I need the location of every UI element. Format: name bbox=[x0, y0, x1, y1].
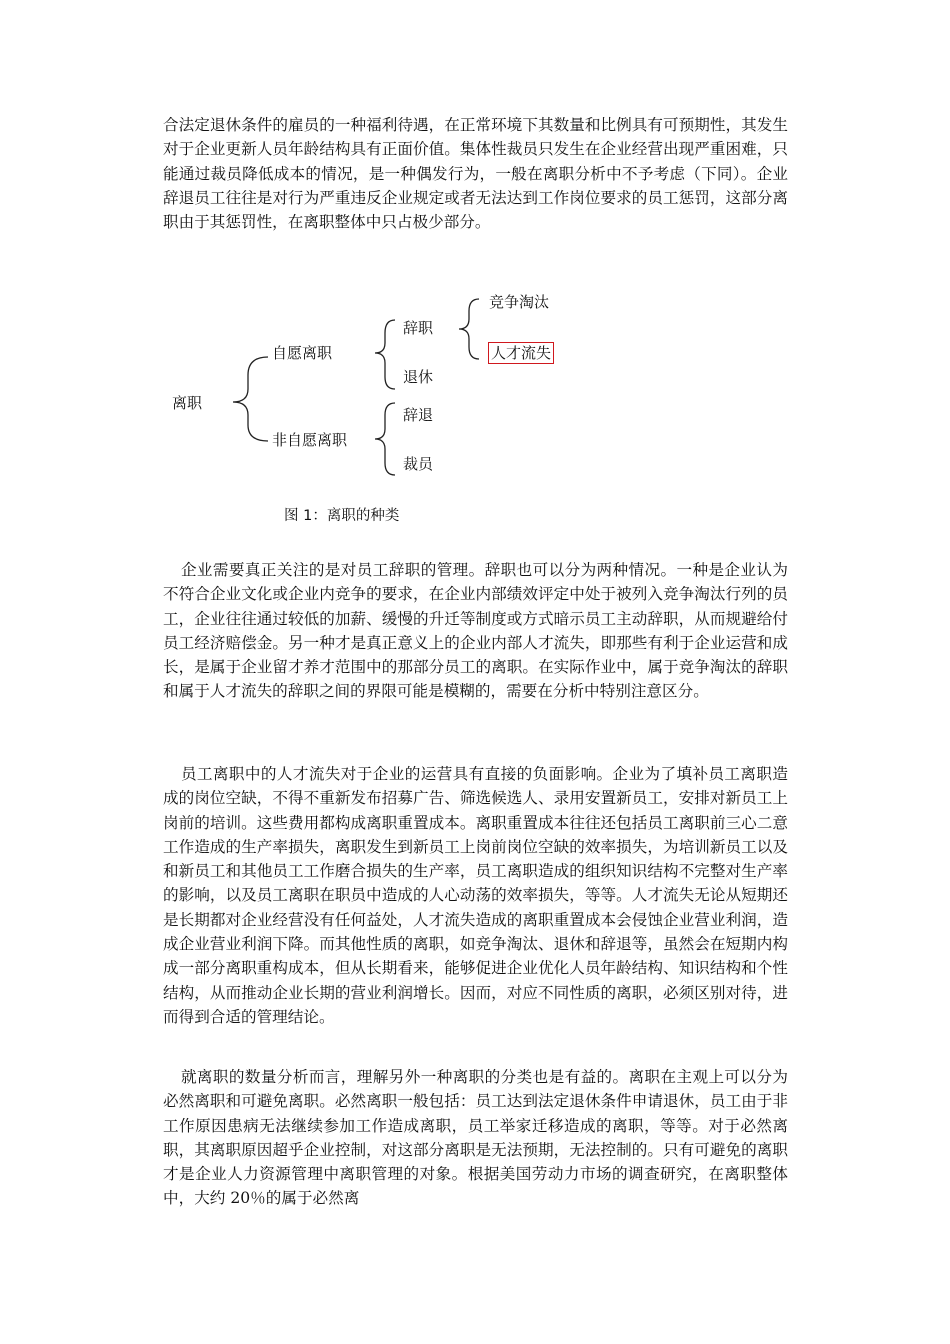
node-voluntary: 自愿离职 bbox=[272, 344, 333, 362]
turnover-classification-diagram bbox=[160, 285, 600, 535]
brace-involuntary bbox=[375, 403, 395, 475]
brace-root bbox=[233, 357, 268, 441]
node-retire: 退休 bbox=[403, 368, 434, 386]
brace-voluntary bbox=[375, 320, 395, 389]
node-turnover: 离职 bbox=[172, 394, 203, 412]
diagram-braces bbox=[160, 285, 600, 535]
paragraph: 就离职的数量分析而言，理解另外一种离职的分类也是有益的。离职在主观上可以分为必然离职和可避免离职。必然离职一般包括：员工达到法定退休条件申请退休，员工由于非工作原因患病无法继续参加工作造成离职，员工举家迁移造成的离职，等等。对于必然离职，其离职原因超乎企业控制，对这部分离职是无法预期，无法控制的。只有可避免的离职才是企业人力资源管理中离职管理的对象。根据美国劳动力市场的调查研究，在离职整体中，大约 20％的属于必然离 bbox=[163, 1068, 788, 1208]
node-involuntary: 非自愿离职 bbox=[272, 431, 348, 449]
brace-resign bbox=[459, 299, 479, 359]
node-resign: 辞职 bbox=[403, 319, 434, 337]
paragraph: 员工离职中的人才流失对于企业的运营具有直接的负面影响。企业为了填补员工离职造成的岗位空缺，不得不重新发布招募广告、筛选候选人、录用安置新员工，安排对新员工上岗前的培训。这些费用都构成离职重置成本。离职重置成本往往还包括员工离职前三心二意工作造成的生产率损失，离职发生到新员工上岗前岗位空缺的效率损失，为培训新员工以及和新员工和其他员工工作磨合损失的生产率，员工离职造成的组织知识结构不完整对生产率的影响，以及员工离职在职员中造成的人心动荡的效率损失，等等。人才流失无论从短期还是长期都对企业经营没有任何益处，人才流失造成的离职重置成本会侵蚀企业营业利润，造成企业营业利润下降。而其他性质的离职，如竞争淘汰、退休和辞退等，虽然会在短期内构成一部分离职重构成本，但从长期看来，能够促进企业优化人员年龄结构、知识结构和个性结构，从而推动企业长期的营业利润增长。因而，对应不同性质的离职，必须区别对待，进而得到合适的管理结论。 bbox=[163, 765, 788, 1026]
node-competition: 竞争淘汰 bbox=[489, 293, 550, 311]
figure-caption: 图 1：离职的种类 bbox=[284, 508, 400, 524]
node-dismiss: 辞退 bbox=[403, 406, 434, 424]
paragraph: 企业需要真正关注的是对员工辞职的管理。辞职也可以分为两种情况。一种是企业认为不符合企业文化或企业内竞争的要求，在企业内部绩效评定中处于被列入竞争淘汰行列的员工，企业往往通过较低的加薪、缓慢的升迁等制度或方式暗示员工主动辞职，从而规避给付员工经济赔偿金。另一种才是真正意义上的企业内部人才流失，即那些有利于企业运营和成长，是属于企业留才养才范围中的那部分员工的离职。在实际作业中，属于竞争淘汰的辞职和属于人才流失的辞职之间的界限可能是模糊的，需要在分析中特别注意区分。 bbox=[163, 561, 788, 701]
node-talent-loss: 人才流失 bbox=[488, 342, 554, 364]
node-layoff: 裁员 bbox=[403, 455, 434, 473]
paragraph: 合法定退休条件的雇员的一种福利待遇，在正常环境下其数量和比例具有可预期性，其发生对于企业更新人员年龄结构具有正面价值。集体性裁员只发生在企业经营出现严重困难，只能通过裁员降低成本的情况，是一种偶发行为，一般在离职分析中不予考虑（下同）。企业辞退员工往往是对行为严重违反企业规定或者无法达到工作岗位要求的员工惩罚，这部分离职由于其惩罚性，在离职整体中只占极少部分。 bbox=[163, 116, 788, 232]
